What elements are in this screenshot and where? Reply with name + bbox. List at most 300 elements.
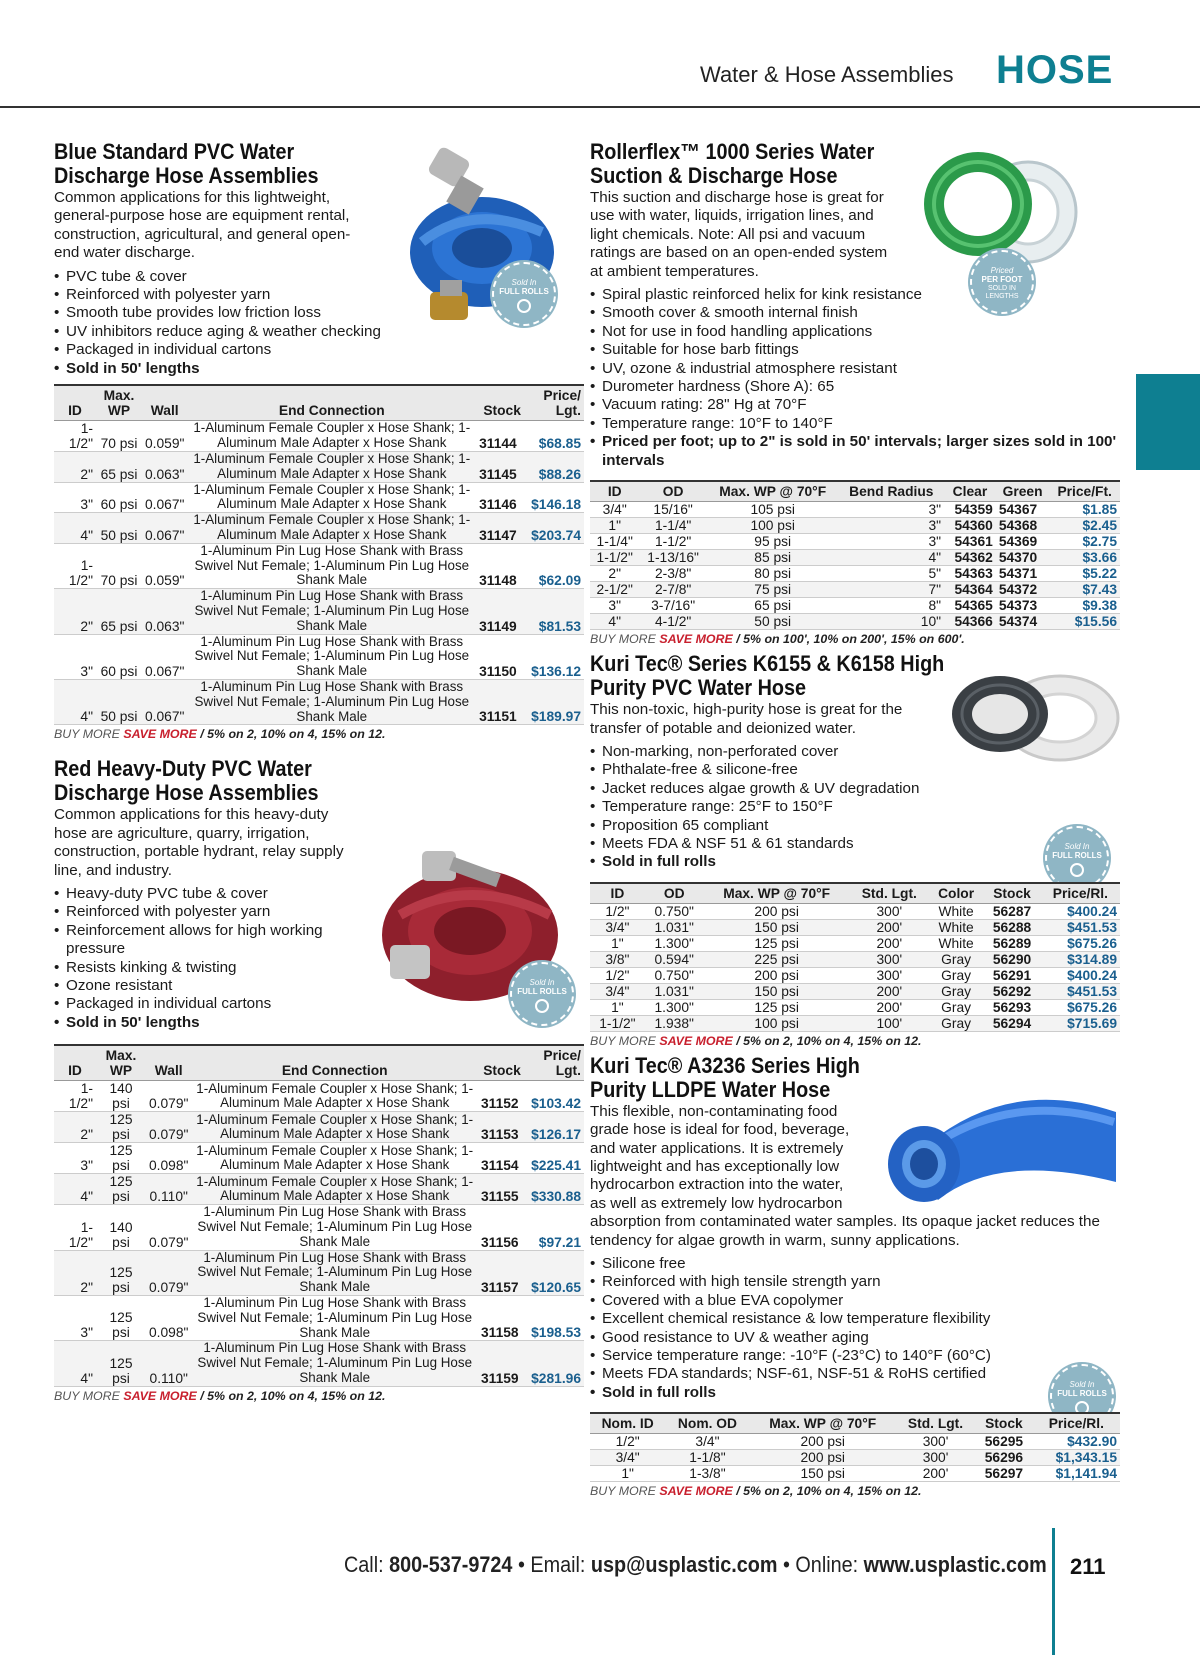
cell-stock: 56293	[983, 999, 1040, 1015]
table-row	[54, 1112, 584, 1143]
cell-price: $400.24	[1041, 903, 1120, 919]
cell-green: 54373	[996, 598, 1050, 614]
cell-od: 0.750"	[645, 903, 704, 919]
section-subtitle: Water & Hose Assemblies	[700, 62, 954, 87]
a3236-section	[590, 1054, 1120, 1499]
table-row	[54, 1205, 584, 1250]
cell-stock: 56287	[983, 903, 1040, 919]
cell-wp: 95 psi	[707, 534, 839, 550]
col-header-stock: Stock	[983, 883, 1040, 904]
cell-stock: 56289	[983, 935, 1040, 951]
cell-wp: 65 psi	[96, 589, 142, 634]
cell-wall: 0.067"	[142, 482, 187, 513]
col-header-price: Price/Ft.	[1049, 481, 1120, 502]
cell-color: Gray	[929, 967, 983, 983]
cell-od: 1-1/2"	[639, 534, 706, 550]
cell-price: $68.85	[528, 421, 584, 452]
cell-price: $2.45	[1049, 518, 1120, 534]
cell-price: $15.56	[1049, 614, 1120, 630]
table-row	[590, 951, 1120, 967]
cell-color: White	[929, 935, 983, 951]
cell-stock: 56297	[975, 1466, 1033, 1482]
cell-clear: 54361	[944, 534, 996, 550]
list-item: • Good resistance to UV & weather aging	[590, 1329, 1120, 1347]
cell-wall: 0.079"	[146, 1205, 191, 1250]
col-header-wall: Wall	[146, 1045, 191, 1081]
table-row	[54, 452, 584, 483]
feature-list	[590, 1255, 1120, 1402]
cell-wp: 150 psi	[704, 919, 850, 935]
cell-id: 3/4"	[590, 919, 645, 935]
cell-id: 1/2"	[590, 1434, 665, 1450]
cell-stock: 31151	[476, 680, 528, 725]
cell-od: 1.300"	[645, 999, 704, 1015]
cell-od: 1-1/4"	[639, 518, 706, 534]
cell-wall: 0.110"	[146, 1174, 191, 1205]
cell-price: $5.22	[1049, 566, 1120, 582]
cell-wp: 85 psi	[707, 550, 839, 566]
cell-stock: 31145	[476, 452, 528, 483]
table-row	[590, 1466, 1120, 1482]
website-link[interactable]: www.usplastic.com	[863, 1552, 1047, 1577]
cell-price: $330.88	[526, 1174, 584, 1205]
cell-stock: 56292	[983, 983, 1040, 999]
cell-id: 1-1/2"	[54, 543, 96, 588]
cell-price: $7.43	[1049, 582, 1120, 598]
table-row	[590, 999, 1120, 1015]
list-item: • Silicone free	[590, 1255, 1120, 1273]
col-header-color: Color	[929, 883, 983, 904]
rollerflex-section	[590, 140, 1120, 646]
cell-od: 1-13/16"	[639, 550, 706, 566]
table-row	[54, 513, 584, 544]
cell-end: 1-Aluminum Pin Lug Hose Shank with Brass Swivel Nut Female; 1-Aluminum Pin Lug Hose Shank Male	[187, 680, 476, 725]
cell-bend: 4"	[839, 550, 944, 566]
header-divider	[0, 106, 1200, 108]
cell-wp: 225 psi	[704, 951, 850, 967]
table-row	[590, 1450, 1120, 1466]
cell-price: $203.74	[528, 513, 584, 544]
cell-id: 4"	[590, 614, 639, 630]
col-header-price: Price/ Lgt.	[526, 1045, 584, 1081]
cell-wp: 50 psi	[96, 680, 142, 725]
cell-green: 54368	[996, 518, 1050, 534]
list-item: • Not for use in food handling applications	[590, 323, 1120, 341]
cell-id: 1"	[590, 518, 639, 534]
list-item: • Covered with a blue EVA copolymer	[590, 1292, 1120, 1310]
cell-wp: 125 psi	[96, 1341, 146, 1386]
cell-stock: 31156	[478, 1205, 526, 1250]
cell-id: 2"	[54, 452, 96, 483]
cell-wp: 125 psi	[96, 1296, 146, 1341]
cell-id: 1-1/2"	[54, 421, 96, 452]
table-row	[590, 967, 1120, 983]
table-row	[590, 1015, 1120, 1031]
cell-id: 3"	[54, 1143, 96, 1174]
cell-wall: 0.063"	[142, 589, 187, 634]
cell-price: $1,141.94	[1033, 1466, 1120, 1482]
list-item: • Excellent chemical resistance & low temperature flexibility	[590, 1310, 1120, 1328]
cell-lgt: 200'	[850, 999, 929, 1015]
table-row	[590, 919, 1120, 935]
cell-id: 3"	[590, 598, 639, 614]
red-hose-section	[54, 757, 584, 1402]
cell-wp: 65 psi	[96, 452, 142, 483]
cell-end: 1-Aluminum Female Coupler x Hose Shank; 1-Aluminum Male Adapter x Hose Shank	[187, 482, 476, 513]
list-item: • Temperature range: 25°F to 150°F	[590, 798, 1120, 816]
cell-bend: 3"	[839, 534, 944, 550]
cell-bend: 3"	[839, 502, 944, 518]
cell-wp: 100 psi	[707, 518, 839, 534]
rollerflex-table	[590, 480, 1120, 630]
cell-price: $675.26	[1041, 935, 1120, 951]
cell-wall: 0.079"	[146, 1250, 191, 1295]
cell-wp: 200 psi	[750, 1434, 896, 1450]
col-header-id: ID	[590, 481, 639, 502]
cell-od: 0.594"	[645, 951, 704, 967]
right-column	[590, 140, 1120, 1498]
cell-id: 1"	[590, 999, 645, 1015]
cell-lgt: 300'	[850, 967, 929, 983]
col-header-std-length: Std. Lgt.	[896, 1413, 975, 1434]
list-item: • Sold in full rolls	[590, 853, 1120, 871]
page-number: 211	[1070, 1554, 1106, 1579]
col-header-bend-radius: Bend Radius	[839, 481, 944, 502]
cell-bend: 3"	[839, 518, 944, 534]
sold-full-rolls-badge: Sold In FULL ROLLS	[492, 262, 556, 326]
cell-wall: 0.079"	[146, 1081, 191, 1112]
list-item: • Proposition 65 compliant	[590, 817, 1120, 835]
buy-more-promo: BUY MORE SAVE MORE / 5% on 2, 10% on 4, 15% on 12.	[590, 1033, 922, 1048]
cell-wp: 75 psi	[707, 582, 839, 598]
section-heading: Red Heavy-Duty PVC Water Discharge Hose Assemblies	[54, 756, 319, 806]
col-header-green: Green	[996, 481, 1050, 502]
cell-color: Gray	[929, 999, 983, 1015]
cell-lgt: 200'	[850, 919, 929, 935]
cell-stock: 31144	[476, 421, 528, 452]
cell-wall: 0.098"	[146, 1296, 191, 1341]
col-header-stock: Stock	[476, 385, 528, 421]
cell-price: $675.26	[1041, 999, 1120, 1015]
cell-green: 54367	[996, 502, 1050, 518]
cell-bend: 8"	[839, 598, 944, 614]
col-header-wall: Wall	[142, 385, 187, 421]
cell-stock: 31146	[476, 482, 528, 513]
cell-id: 1/2"	[590, 967, 645, 983]
cell-lgt: 300'	[850, 903, 929, 919]
cell-wall: 0.110"	[146, 1341, 191, 1386]
table-row	[54, 634, 584, 679]
cell-stock: 31155	[478, 1174, 526, 1205]
cell-od: 1-1/8"	[665, 1450, 749, 1466]
cell-wp: 65 psi	[707, 598, 839, 614]
cell-color: Gray	[929, 1015, 983, 1031]
table-row	[590, 614, 1120, 630]
phone-number[interactable]: 800-537-9724	[389, 1552, 513, 1577]
col-header-stock: Stock	[478, 1045, 526, 1081]
cell-wp: 200 psi	[704, 903, 850, 919]
col-header-end-connection: End Connection	[187, 385, 476, 421]
cell-price: $198.53	[526, 1296, 584, 1341]
cell-wall: 0.067"	[142, 680, 187, 725]
list-item: • Smooth tube provides low friction loss	[54, 304, 584, 322]
cell-end: 1-Aluminum Female Coupler x Hose Shank; 1-Aluminum Male Adapter x Hose Shank	[187, 421, 476, 452]
cell-end: 1-Aluminum Pin Lug Hose Shank with Brass Swivel Nut Female; 1-Aluminum Pin Lug Hose Shank Male	[187, 589, 476, 634]
cell-wall: 0.067"	[142, 513, 187, 544]
list-item: • Packaged in individual cartons	[54, 341, 584, 359]
buy-more-promo: BUY MORE SAVE MORE / 5% on 100', 10% on 200', 15% on 600'.	[590, 632, 965, 647]
list-item: • Sold in 50' lengths	[54, 360, 584, 378]
cell-price: $103.42	[526, 1081, 584, 1112]
cell-wp: 70 psi	[96, 421, 142, 452]
table-row	[590, 1434, 1120, 1450]
cell-od: 1.031"	[645, 983, 704, 999]
list-item: • PVC tube & cover	[54, 268, 584, 286]
cell-color: White	[929, 919, 983, 935]
buy-more-promo: BUY MORE SAVE MORE / 5% on 2, 10% on 4, 15% on 12.	[590, 1484, 922, 1499]
sold-full-rolls-badge: Sold In FULL ROLLS	[1050, 1364, 1114, 1428]
cell-end: 1-Aluminum Female Coupler x Hose Shank; 1-Aluminum Male Adapter x Hose Shank	[191, 1143, 478, 1174]
list-item: • Jacket reduces algae growth & UV degradation	[590, 780, 1120, 798]
cell-price: $400.24	[1041, 967, 1120, 983]
cell-id: 2"	[590, 566, 639, 582]
table-row	[590, 550, 1120, 566]
table-row	[590, 935, 1120, 951]
cell-green: 54374	[996, 614, 1050, 630]
col-header-id: ID	[54, 385, 96, 421]
list-item: • Vacuum rating: 28" Hg at 70°F	[590, 396, 1120, 414]
cell-stock: 31147	[476, 513, 528, 544]
cell-price: $126.17	[526, 1112, 584, 1143]
sold-full-rolls-badge: Sold In FULL ROLLS	[1045, 826, 1109, 890]
list-item: • Temperature range: 10°F to 140°F	[590, 415, 1120, 433]
cell-price: $3.66	[1049, 550, 1120, 566]
cell-bend: 7"	[839, 582, 944, 598]
table-row	[590, 534, 1120, 550]
cell-id: 3/4"	[590, 502, 639, 518]
cell-od: 1.938"	[645, 1015, 704, 1031]
cell-lgt: 300'	[896, 1450, 975, 1466]
cell-id: 3/8"	[590, 951, 645, 967]
cell-price: $432.90	[1033, 1434, 1120, 1450]
table-row	[54, 421, 584, 452]
col-header-od: OD	[639, 481, 706, 502]
cell-id: 1"	[590, 935, 645, 951]
list-item: • Durometer hardness (Shore A): 65	[590, 378, 1120, 396]
table-row	[590, 903, 1120, 919]
table-row	[54, 589, 584, 634]
cell-stock: 31150	[476, 634, 528, 679]
table-row	[590, 598, 1120, 614]
cell-id: 3/4"	[590, 983, 645, 999]
table-row	[54, 1250, 584, 1295]
list-item: • Resists kinking & twisting	[54, 959, 354, 977]
cell-price: $314.89	[1041, 951, 1120, 967]
cell-green: 54371	[996, 566, 1050, 582]
cell-wp: 150 psi	[704, 983, 850, 999]
cell-wall: 0.067"	[142, 634, 187, 679]
col-header-wp: Max. WP @ 70°F	[707, 481, 839, 502]
cell-id: 2"	[54, 1250, 96, 1295]
cell-stock: 56288	[983, 919, 1040, 935]
cell-stock: 56290	[983, 951, 1040, 967]
cell-wp: 140 psi	[96, 1081, 146, 1112]
cell-clear: 54360	[944, 518, 996, 534]
cell-clear: 54366	[944, 614, 996, 630]
list-item: • Reinforced with polyester yarn	[54, 903, 354, 921]
col-header-end-connection: End Connection	[191, 1045, 478, 1081]
cell-price: $97.21	[526, 1205, 584, 1250]
list-item: • Reinforced with high tensile strength yarn	[590, 1273, 1120, 1291]
cell-id: 4"	[54, 513, 96, 544]
cell-wp: 50 psi	[96, 513, 142, 544]
list-item: • UV, ozone & industrial atmosphere resistant	[590, 360, 1120, 378]
cell-lgt: 200'	[850, 935, 929, 951]
list-item: • Suitable for hose barb fittings	[590, 341, 1120, 359]
cell-end: 1-Aluminum Pin Lug Hose Shank with Brass Swivel Nut Female; 1-Aluminum Pin Lug Hose Shank Male	[191, 1250, 478, 1295]
blue-hose-table	[54, 384, 584, 725]
list-item: • Sold in full rolls	[590, 1384, 1120, 1402]
cell-price: $281.96	[526, 1341, 584, 1386]
col-header-price: Price/Rl.	[1033, 1413, 1120, 1434]
feature-list	[54, 885, 354, 1032]
cell-stock: 31158	[478, 1296, 526, 1341]
col-header-price: Price/ Lgt.	[528, 385, 584, 421]
cell-id: 2"	[54, 589, 96, 634]
description: Common applications for this lightweight, general-purpose hose are equipment rental, construction, agricultural, and general open-end water discharge.	[54, 189, 351, 262]
col-header-wp: Max. WP	[96, 385, 142, 421]
feature-list	[54, 268, 584, 378]
col-header-nom-id: Nom. ID	[590, 1413, 665, 1434]
table-row	[54, 1143, 584, 1174]
cell-wp: 50 psi	[707, 614, 839, 630]
cell-wp: 70 psi	[96, 543, 142, 588]
cell-id: 4"	[54, 1341, 96, 1386]
cell-end: 1-Aluminum Female Coupler x Hose Shank; 1-Aluminum Male Adapter x Hose Shank	[191, 1174, 478, 1205]
cell-wp: 200 psi	[750, 1450, 896, 1466]
cell-price: $146.18	[528, 482, 584, 513]
cell-stock: 56296	[975, 1450, 1033, 1466]
call-label: Call:	[344, 1552, 384, 1577]
table-row	[590, 502, 1120, 518]
list-item: • Meets FDA & NSF 51 & 61 standards	[590, 835, 1120, 853]
cell-wp: 60 psi	[96, 634, 142, 679]
cell-wall: 0.098"	[146, 1143, 191, 1174]
col-header-clear: Clear	[944, 481, 996, 502]
cell-green: 54369	[996, 534, 1050, 550]
cell-end: 1-Aluminum Female Coupler x Hose Shank; 1-Aluminum Male Adapter x Hose Shank	[187, 452, 476, 483]
table-row	[590, 566, 1120, 582]
cell-price: $1,343.15	[1033, 1450, 1120, 1466]
cell-lgt: 200'	[850, 983, 929, 999]
list-item: • Non-marking, non-perforated cover	[590, 743, 1120, 761]
cell-stock: 56294	[983, 1015, 1040, 1031]
col-header-wp: Max. WP @ 70°F	[750, 1413, 896, 1434]
list-item: • Packaged in individual cartons	[54, 995, 354, 1013]
col-header-od: OD	[645, 883, 704, 904]
list-item: • Reinforced with polyester yarn	[54, 286, 584, 304]
col-header-stock: Stock	[975, 1413, 1033, 1434]
col-header-wp: Max. WP @ 70°F	[704, 883, 850, 904]
cell-price: $2.75	[1049, 534, 1120, 550]
cell-end: 1-Aluminum Pin Lug Hose Shank with Brass Swivel Nut Female; 1-Aluminum Pin Lug Hose Shank Male	[191, 1341, 478, 1386]
cell-id: 2-1/2"	[590, 582, 639, 598]
cell-end: 1-Aluminum Female Coupler x Hose Shank; 1-Aluminum Male Adapter x Hose Shank	[191, 1112, 478, 1143]
list-item: • Smooth cover & smooth internal finish	[590, 304, 1120, 322]
cell-od: 3-7/16"	[639, 598, 706, 614]
cell-clear: 54365	[944, 598, 996, 614]
cell-wall: 0.079"	[146, 1112, 191, 1143]
cell-id: 1-1/2"	[590, 1015, 645, 1031]
cell-id: 3/4"	[590, 1450, 665, 1466]
list-item: • Phthalate-free & silicone-free	[590, 761, 1120, 779]
cell-lgt: 300'	[896, 1434, 975, 1450]
cell-id: 4"	[54, 1174, 96, 1205]
footer-divider	[1052, 1528, 1055, 1655]
cell-od: 1-3/8"	[665, 1466, 749, 1482]
email-link[interactable]: usp@usplastic.com	[590, 1552, 778, 1577]
cell-lgt: 100'	[850, 1015, 929, 1031]
cell-end: 1-Aluminum Female Coupler x Hose Shank; 1-Aluminum Male Adapter x Hose Shank	[187, 513, 476, 544]
cell-lgt: 300'	[850, 951, 929, 967]
cell-wp: 125 psi	[96, 1250, 146, 1295]
cell-stock: 31154	[478, 1143, 526, 1174]
description: This flexible, non-contaminating food grade hose is ideal for food, beverage, and water applications. It is extremely lightweight and has exceptionally low hydrocarbon extraction into the water, as well as extremely low hydrocarbon	[590, 1102, 850, 1212]
cell-id: 3"	[54, 634, 96, 679]
cell-price: $120.65	[526, 1250, 584, 1295]
cell-bend: 10"	[839, 614, 944, 630]
cell-id: 1/2"	[590, 903, 645, 919]
cell-end: 1-Aluminum Pin Lug Hose Shank with Brass Swivel Nut Female; 1-Aluminum Pin Lug Hose Shank Male	[187, 543, 476, 588]
cell-wp: 125 psi	[96, 1174, 146, 1205]
section-heading: Blue Standard PVC Water Discharge Hose Assemblies	[54, 139, 319, 188]
description: Common applications for this heavy-duty hose are agriculture, quarry, irrigation, construction, portable hydrant, relay supply line, and industry.	[54, 806, 344, 879]
list-item: • Meets FDA standards; NSF-61, NSF-51 & RoHS certified	[590, 1365, 1120, 1383]
cell-id: 1"	[590, 1466, 665, 1482]
feature-list	[590, 286, 1120, 470]
cell-wp: 80 psi	[707, 566, 839, 582]
section-heading: Kuri Tec® Series K6155 & K6158 High Purity PVC Water Hose	[590, 651, 945, 701]
cell-price: $9.38	[1049, 598, 1120, 614]
cell-stock: 56291	[983, 967, 1040, 983]
left-column	[54, 140, 584, 1403]
section-title: HOSE	[996, 48, 1114, 92]
cell-price: $88.26	[528, 452, 584, 483]
cell-color: Gray	[929, 951, 983, 967]
cell-wp: 105 psi	[707, 502, 839, 518]
contact-footer	[344, 1552, 1047, 1578]
table-row	[590, 582, 1120, 598]
k6155-table	[590, 882, 1120, 1032]
cell-end: 1-Aluminum Pin Lug Hose Shank with Brass Swivel Nut Female; 1-Aluminum Pin Lug Hose Shank Male	[191, 1296, 478, 1341]
table-row	[54, 1174, 584, 1205]
list-item: • UV inhibitors reduce aging & weather checking	[54, 323, 584, 341]
cell-wp: 60 psi	[96, 482, 142, 513]
cell-wp: 200 psi	[704, 967, 850, 983]
feature-list	[590, 743, 1120, 872]
list-item: • Service temperature range: -10°F (-23°C) to 140°F (60°C)	[590, 1347, 1120, 1365]
cell-stock: 31152	[478, 1081, 526, 1112]
a3236-table	[590, 1412, 1120, 1482]
buy-more-promo: BUY MORE SAVE MORE / 5% on 2, 10% on 4, 15% on 12.	[54, 1388, 386, 1403]
cell-od: 1.031"	[645, 919, 704, 935]
cell-green: 54372	[996, 582, 1050, 598]
list-item: • Heavy-duty PVC tube & cover	[54, 885, 354, 903]
cell-bend: 5"	[839, 566, 944, 582]
cell-stock: 31149	[476, 589, 528, 634]
priced-per-foot-badge: Priced PER FOOT SOLD IN LENGTHS	[970, 250, 1034, 314]
section-heading: Kuri Tec® A3236 Series High Purity LLDPE Water Hose	[590, 1052, 860, 1102]
